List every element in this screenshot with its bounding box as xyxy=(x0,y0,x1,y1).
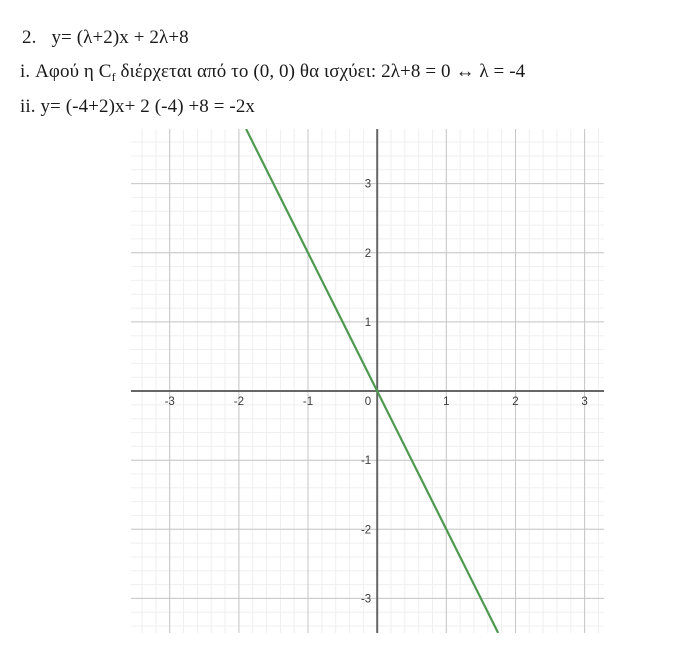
function-graph xyxy=(131,129,604,633)
step-i-rest: διέρχεται από το (0, 0) θα ισχύει: 2λ+8 = 0 ↔ λ = -4 xyxy=(115,61,526,82)
step-i-prefix: i. Αφού η C xyxy=(20,61,112,82)
svg-text:2: 2 xyxy=(512,396,519,408)
svg-text:-1: -1 xyxy=(302,396,314,408)
svg-text:-3: -3 xyxy=(360,593,372,606)
svg-text:-3: -3 xyxy=(164,396,175,408)
solution-step-i xyxy=(20,61,525,83)
svg-text:2: 2 xyxy=(364,247,372,260)
svg-text:-2: -2 xyxy=(233,396,245,408)
svg-text:0: 0 xyxy=(364,396,372,408)
svg-text:3: 3 xyxy=(581,396,588,408)
svg-text:3: 3 xyxy=(364,178,372,191)
problem-statement xyxy=(22,27,189,49)
svg-text:1: 1 xyxy=(443,396,450,408)
svg-text:1: 1 xyxy=(364,316,372,329)
graph-svg xyxy=(131,129,604,633)
function-subscript: f xyxy=(111,70,116,84)
solution-step-ii xyxy=(20,96,255,118)
svg-text:-1: -1 xyxy=(360,455,372,468)
svg-text:-2: -2 xyxy=(360,524,372,537)
step-ii-text: ii. y= (-4+2)x+ 2 (-4) +8 = -2x xyxy=(20,96,256,117)
problem-equation: y= (λ+2)x + 2λ+8 xyxy=(51,27,189,48)
problem-number: 2. xyxy=(22,27,37,48)
